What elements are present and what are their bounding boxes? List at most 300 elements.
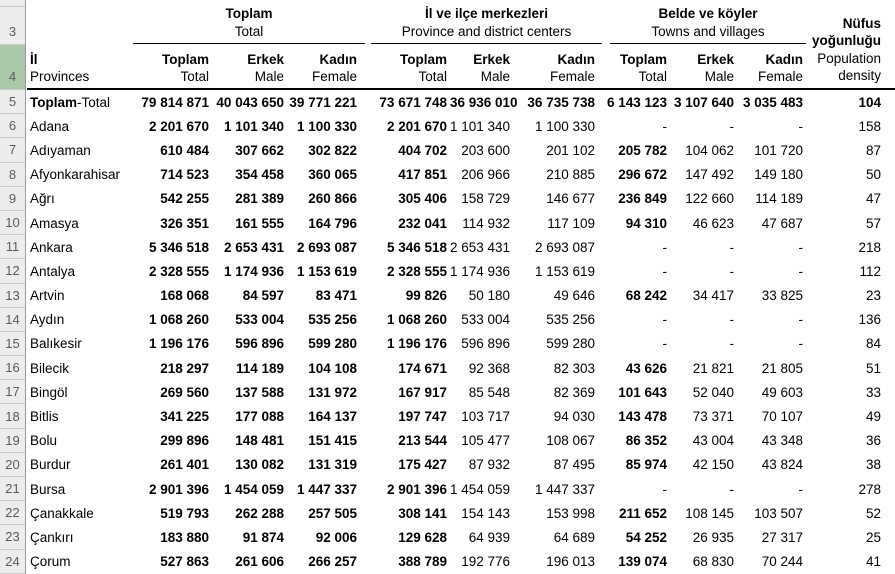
cell-value[interactable]: 104 062	[685, 142, 734, 158]
cell-value[interactable]: 1 100 330	[296, 118, 357, 134]
cell-value[interactable]: 206 966	[461, 167, 510, 183]
cell-value[interactable]: 94 030	[553, 409, 595, 425]
cell-value[interactable]: -	[798, 336, 803, 352]
cell-value[interactable]: 404 702	[398, 142, 447, 158]
cell-province[interactable]: Ankara	[30, 239, 73, 255]
cell-value[interactable]: 68 830	[692, 554, 734, 570]
cell-value[interactable]: 87	[865, 142, 881, 158]
cell-value[interactable]: 131 972	[308, 384, 357, 400]
cell-value[interactable]: 47	[865, 191, 881, 207]
cell-value[interactable]: 6 143 123	[606, 94, 667, 110]
cell-province[interactable]: Burdur	[30, 457, 71, 473]
cell-value[interactable]: 117 109	[547, 215, 595, 231]
cell-value[interactable]: 205 782	[618, 142, 667, 158]
cell-value[interactable]: 52	[865, 505, 881, 521]
cell-value[interactable]: 70 244	[761, 554, 803, 570]
cell-value[interactable]: 183 880	[160, 529, 209, 545]
row-number-15[interactable]: 15	[0, 332, 25, 356]
table-row	[27, 211, 895, 235]
cell-value[interactable]: 1 196 176	[386, 336, 447, 352]
cell-value[interactable]: 131 319	[308, 457, 357, 473]
cell-value[interactable]: 535 256	[546, 312, 595, 328]
group-header-toplam-en: Total	[234, 24, 264, 39]
cell-value[interactable]: 161 555	[235, 215, 284, 231]
table-row	[27, 356, 895, 380]
cell-value[interactable]: 1 153 619	[296, 263, 357, 279]
cell-value[interactable]: 108 067	[546, 433, 595, 449]
cell-value[interactable]: 23	[865, 288, 881, 304]
column-header-tr: Erkek	[697, 52, 734, 67]
cell-value[interactable]: 112	[859, 263, 881, 279]
row-number-20[interactable]: 20	[0, 453, 25, 477]
cell-value[interactable]: 70 107	[761, 409, 803, 425]
cell-value[interactable]: 49 646	[553, 288, 595, 304]
cell-value[interactable]: 46 623	[692, 215, 734, 231]
cell-value[interactable]: 43 348	[761, 433, 803, 449]
row-number-24[interactable]: 24	[0, 550, 25, 574]
cell-value[interactable]: 82 369	[553, 384, 595, 400]
cell-value[interactable]: 213 544	[398, 433, 447, 449]
cell-value[interactable]: 143 478	[618, 409, 667, 425]
cell-value[interactable]: 236 849	[618, 191, 667, 207]
cell-value[interactable]: 36 735 738	[527, 94, 595, 110]
row-number-23[interactable]: 23	[0, 525, 25, 549]
cell-value[interactable]: 103 507	[754, 505, 803, 521]
cell-province[interactable]: Aydın	[30, 312, 65, 328]
row-number-21[interactable]: 21	[0, 477, 25, 501]
cell-value[interactable]: 201 102	[546, 142, 595, 158]
cell-value[interactable]: 192 776	[461, 554, 510, 570]
cell-value[interactable]: 92 368	[468, 360, 510, 376]
cell-value[interactable]: 218 297	[160, 360, 209, 376]
cell-value[interactable]: -	[729, 239, 734, 255]
cell-value[interactable]: 1 068 260	[148, 312, 209, 328]
cell-province[interactable]: Çorum	[30, 554, 71, 570]
table-row	[27, 308, 895, 332]
table-row	[27, 550, 895, 574]
cell-value[interactable]: 5 346 518	[148, 239, 209, 255]
cell-value[interactable]: 1 101 340	[450, 118, 511, 134]
column-header-total[interactable]	[598, 51, 670, 88]
cell-value[interactable]: 38	[865, 457, 881, 473]
column-header-en: Female	[311, 69, 357, 84]
cell-value[interactable]: -	[662, 336, 667, 352]
cell-value[interactable]: 2 693 087	[296, 239, 357, 255]
table-row	[27, 501, 895, 525]
cell-value[interactable]: 36	[865, 433, 881, 449]
cell-value[interactable]: 1 454 059	[223, 481, 284, 497]
table-row	[27, 429, 895, 453]
table-body	[27, 90, 895, 574]
table-row	[27, 90, 895, 114]
province-text: Toplam	[30, 94, 77, 110]
cell-value[interactable]: 101 720	[754, 142, 803, 158]
group-header-centers-tr: İl ve ilçe merkezleri	[424, 6, 549, 21]
cell-value[interactable]: 84 597	[242, 288, 284, 304]
cell-value[interactable]: 137 588	[235, 384, 284, 400]
cell-value[interactable]: 174 671	[398, 360, 447, 376]
table-row	[27, 525, 895, 549]
column-header-male[interactable]	[670, 51, 737, 88]
column-header-row	[27, 44, 895, 90]
cell-value[interactable]: -	[662, 239, 667, 255]
cell-value[interactable]: -	[729, 263, 734, 279]
cell-value[interactable]: 64 939	[468, 529, 510, 545]
cell-province[interactable]: Adana	[30, 118, 70, 134]
cell-value[interactable]: 54 252	[625, 529, 667, 545]
group-header-il-ve-ilce-merkezleri[interactable]	[371, 5, 602, 44]
cell-province[interactable]: Bitlis	[30, 409, 59, 425]
column-header-female[interactable]	[287, 51, 360, 88]
row-number-9[interactable]: 9	[0, 187, 25, 211]
cell-value[interactable]: 34 417	[692, 288, 734, 304]
cell-value[interactable]: 104 108	[308, 360, 357, 376]
province-header-tr: İl	[30, 52, 38, 67]
group-header-toplam-tr: Toplam	[225, 6, 273, 21]
cell-value[interactable]: 542 255	[160, 191, 209, 207]
cell-value[interactable]: 296 672	[618, 167, 667, 183]
cell-value[interactable]: 87 932	[468, 457, 510, 473]
cell-value[interactable]: -	[798, 118, 803, 134]
cell-value[interactable]: 1 447 337	[534, 481, 595, 497]
group-header-toplam[interactable]	[133, 5, 365, 44]
cell-province[interactable]: Afyonkarahisar	[30, 167, 121, 183]
column-header-male[interactable]	[212, 51, 287, 88]
cell-value[interactable]: 27 317	[761, 529, 803, 545]
cell-value[interactable]: 1 447 337	[296, 481, 357, 497]
table-row	[27, 235, 895, 259]
cell-value[interactable]: 73 671 748	[379, 94, 447, 110]
cell-value[interactable]: 2 653 431	[450, 239, 511, 255]
column-header-en: Female	[757, 69, 803, 84]
cell-value[interactable]: 103 717	[461, 409, 510, 425]
cell-value[interactable]: 257 505	[308, 505, 357, 521]
cell-value[interactable]: 99 826	[405, 288, 447, 304]
row-number-5[interactable]: 5	[0, 90, 25, 114]
column-header-total[interactable]	[360, 51, 450, 88]
cell-value[interactable]: 49 603	[761, 384, 803, 400]
cell-value[interactable]: 154 143	[461, 505, 510, 521]
column-header-female[interactable]	[737, 51, 806, 88]
group-header-centers-en: Province and district centers	[401, 24, 572, 39]
cell-value[interactable]: 50	[865, 167, 881, 183]
column-header-female[interactable]	[513, 51, 598, 88]
cell-province[interactable]: Çankırı	[30, 529, 74, 545]
column-header-tr: Toplam	[162, 52, 209, 67]
cell-value[interactable]: 1 454 059	[450, 481, 511, 497]
cell-value[interactable]: 108 145	[685, 505, 734, 521]
row-number-4[interactable]: 4	[0, 45, 25, 90]
cell-value[interactable]: 104	[858, 94, 881, 110]
cell-value[interactable]: -	[662, 118, 667, 134]
cell-province[interactable]: Bilecik	[30, 360, 70, 376]
cell-value[interactable]: 388 789	[398, 554, 447, 570]
cell-value[interactable]: 2 201 670	[386, 118, 447, 134]
cell-value[interactable]: 5 346 518	[386, 239, 447, 255]
cell-value[interactable]: 42 150	[692, 457, 734, 473]
cell-value[interactable]: 83 471	[315, 288, 357, 304]
row-number-22[interactable]: 22	[0, 501, 25, 525]
cell-value[interactable]: 86 352	[625, 433, 667, 449]
row-number-spacer	[0, 0, 25, 7]
cell-province[interactable]: Çanakkale	[30, 505, 94, 521]
cell-value[interactable]: 136	[858, 312, 881, 328]
cell-value[interactable]: 147 492	[685, 167, 734, 183]
cell-value[interactable]: 33 825	[761, 288, 803, 304]
cell-value[interactable]: 714 523	[160, 167, 209, 183]
cell-value[interactable]: 266 257	[308, 554, 357, 570]
cell-value[interactable]: 168 068	[160, 288, 209, 304]
cell-value[interactable]: -	[798, 481, 803, 497]
cell-value[interactable]: 94 310	[625, 215, 667, 231]
column-header-en: Male	[254, 69, 284, 84]
cell-value[interactable]: 302 822	[308, 142, 357, 158]
cell-value[interactable]: 326 351	[160, 215, 209, 231]
cell-value[interactable]: 308 141	[398, 505, 447, 521]
cell-value[interactable]: 533 004	[235, 312, 284, 328]
cell-value[interactable]: 2 328 555	[386, 263, 447, 279]
cell-value[interactable]: 533 004	[461, 312, 510, 328]
cell-value[interactable]: 158 729	[461, 191, 510, 207]
cell-province[interactable]: Amasya	[30, 215, 79, 231]
cell-value[interactable]: 52 040	[692, 384, 734, 400]
cell-province[interactable]	[27, 95, 133, 110]
cell-value[interactable]: 21 805	[761, 360, 803, 376]
cell-value[interactable]: 197 747	[398, 409, 447, 425]
cell-value[interactable]: 33	[865, 384, 881, 400]
cell-value[interactable]: -	[729, 481, 734, 497]
cell-value[interactable]: 47 687	[761, 215, 803, 231]
column-header-tr: Toplam	[400, 52, 447, 67]
cell-province[interactable]: Artvin	[30, 288, 65, 304]
cell-value[interactable]: 92 006	[315, 529, 357, 545]
cell-value[interactable]: 39 771 221	[289, 94, 357, 110]
cell-value[interactable]: 175 427	[398, 457, 447, 473]
cell-value[interactable]: 2 693 087	[534, 239, 595, 255]
cell-value[interactable]: 114 932	[462, 215, 510, 231]
cell-value[interactable]: 218	[858, 239, 881, 255]
cell-value[interactable]: 307 662	[235, 142, 284, 158]
cell-value[interactable]: 305 406	[398, 191, 447, 207]
table-row	[27, 380, 895, 404]
column-header-tr: Kadın	[319, 52, 357, 67]
row-number-19[interactable]: 19	[0, 429, 25, 453]
cell-value[interactable]: 105 477	[461, 433, 510, 449]
table-row	[27, 138, 895, 162]
cell-value[interactable]: 149 180	[754, 167, 803, 183]
cell-province[interactable]: Balıkesir	[30, 336, 82, 352]
cell-value[interactable]: 43 004	[692, 433, 734, 449]
density-header-tr-line1: Nüfus	[842, 16, 881, 31]
cell-value[interactable]: 36 936 010	[450, 94, 518, 110]
row-number-11[interactable]: 11	[0, 235, 25, 259]
cell-value[interactable]: 2 653 431	[223, 239, 284, 255]
cell-value[interactable]: 1 174 936	[450, 263, 511, 279]
row-number-6[interactable]: 6	[0, 114, 25, 138]
cell-value[interactable]: -	[662, 263, 667, 279]
cell-value[interactable]: 87 495	[553, 457, 595, 473]
cell-value[interactable]: 49	[865, 409, 881, 425]
row-number-10[interactable]: 10	[0, 211, 25, 235]
cell-value[interactable]: 164 137	[308, 409, 357, 425]
cell-value[interactable]: 519 793	[160, 505, 209, 521]
row-number-7[interactable]: 7	[0, 138, 25, 162]
cell-value[interactable]: 57	[865, 215, 881, 231]
table-row	[27, 453, 895, 477]
cell-value[interactable]: 299 896	[160, 433, 209, 449]
row-number-3[interactable]: 3	[0, 7, 25, 45]
cell-value[interactable]: 2 901 396	[386, 481, 447, 497]
cell-value[interactable]: -	[729, 118, 734, 134]
cell-value[interactable]: 43 824	[761, 457, 803, 473]
cell-value[interactable]: 40 043 650	[216, 94, 284, 110]
column-header-tr: Kadın	[557, 52, 595, 67]
cell-value[interactable]: 1 100 330	[534, 118, 595, 134]
cell-value[interactable]: 203 600	[461, 142, 510, 158]
cell-value[interactable]: 354 458	[235, 167, 284, 183]
cell-value[interactable]: 3 035 483	[742, 94, 803, 110]
column-header-provinces[interactable]	[27, 51, 133, 88]
province-header-en: Provinces	[30, 69, 90, 84]
cell-value[interactable]: -	[798, 263, 803, 279]
cell-value[interactable]: -	[662, 312, 667, 328]
cell-province[interactable]: Antalya	[30, 263, 76, 279]
cell-value[interactable]: 417 851	[398, 167, 447, 183]
cell-value[interactable]: -	[798, 312, 803, 328]
cell-value[interactable]: 360 065	[308, 167, 357, 183]
column-header-en: Total	[418, 69, 447, 84]
cell-value[interactable]: 260 866	[308, 191, 357, 207]
cell-value[interactable]: 129 628	[398, 529, 447, 545]
cell-value[interactable]: 599 280	[546, 336, 595, 352]
cell-value[interactable]: -	[798, 239, 803, 255]
cell-value[interactable]: 148 481	[235, 433, 284, 449]
cell-value[interactable]: 527 863	[160, 554, 209, 570]
cell-value[interactable]: 196 013	[546, 554, 595, 570]
cell-value[interactable]: 85 548	[468, 384, 510, 400]
group-header-villages-tr: Belde ve köyler	[658, 6, 758, 21]
cell-value[interactable]: 64 689	[553, 529, 595, 545]
cell-value[interactable]: 596 896	[461, 336, 510, 352]
cell-value[interactable]: 2 901 396	[148, 481, 209, 497]
cell-value[interactable]: 146 677	[546, 191, 595, 207]
row-number-13[interactable]: 13	[0, 284, 25, 308]
table-row	[27, 477, 895, 501]
cell-value[interactable]: 139 074	[618, 554, 667, 570]
cell-value[interactable]: 41	[865, 554, 881, 570]
cell-value[interactable]: 158	[858, 118, 881, 134]
cell-value[interactable]: 21 821	[692, 360, 734, 376]
cell-value[interactable]: 114 189	[755, 191, 803, 207]
density-header-en-line2: density	[838, 68, 881, 84]
density-header-tr-line2: yoğunluğu	[812, 33, 881, 49]
column-header-male[interactable]	[450, 51, 513, 88]
cell-value[interactable]: 51	[865, 360, 881, 376]
column-header-tr: Kadın	[765, 52, 803, 67]
table-row	[27, 259, 895, 283]
cell-value[interactable]: 2 328 555	[148, 263, 209, 279]
cell-value[interactable]: 1 068 260	[386, 312, 447, 328]
cell-value[interactable]: 151 415	[308, 433, 357, 449]
table-row	[27, 404, 895, 428]
column-header-tr: Toplam	[620, 52, 667, 67]
cell-value[interactable]: 122 660	[685, 191, 734, 207]
cell-value[interactable]: 610 484	[160, 142, 209, 158]
cell-value[interactable]: -	[662, 481, 667, 497]
cell-province[interactable]: Bingöl	[30, 384, 68, 400]
cell-province[interactable]: Ağrı	[30, 191, 55, 207]
cell-value[interactable]: 599 280	[308, 336, 357, 352]
cell-province[interactable]: Bolu	[30, 433, 58, 449]
cell-value[interactable]: 262 288	[235, 505, 284, 521]
cell-value[interactable]: 2 201 670	[148, 118, 209, 134]
row-number-16[interactable]: 16	[0, 356, 25, 380]
column-header-en: Male	[704, 69, 734, 84]
cell-value[interactable]: 84	[865, 336, 881, 352]
cell-value[interactable]: 101 643	[618, 384, 667, 400]
cell-value[interactable]: 210 885	[546, 167, 595, 183]
table-row	[27, 187, 895, 211]
cell-value[interactable]: 269 560	[160, 384, 209, 400]
cell-value[interactable]: 167 917	[398, 384, 447, 400]
cell-value[interactable]: 25	[865, 529, 881, 545]
cell-value[interactable]: 232 041	[398, 215, 447, 231]
cell-value[interactable]: -	[729, 312, 734, 328]
cell-value[interactable]: 261 606	[235, 554, 284, 570]
cell-value[interactable]: 130 082	[235, 457, 284, 473]
cell-province[interactable]: Bursa	[30, 481, 66, 497]
cell-value[interactable]: 91 874	[242, 529, 284, 545]
cell-value[interactable]: 85 974	[625, 457, 667, 473]
cell-value[interactable]: 82 303	[553, 360, 595, 376]
cell-value[interactable]: 79 814 871	[141, 94, 209, 110]
column-header-total[interactable]	[133, 51, 212, 88]
column-header-en: Total	[180, 69, 209, 84]
cell-value[interactable]: 278	[858, 481, 881, 497]
cell-value[interactable]: 50 180	[468, 288, 510, 304]
cell-value[interactable]: 164 796	[308, 215, 357, 231]
cell-value[interactable]: 1 174 936	[223, 263, 284, 279]
row-number-12[interactable]: 12	[0, 259, 25, 283]
cell-value[interactable]: 114 189	[235, 360, 284, 376]
cell-value[interactable]: 1 196 176	[148, 336, 209, 352]
cell-value[interactable]: 1 101 340	[223, 118, 284, 134]
cell-value[interactable]: 596 896	[235, 336, 284, 352]
row-number-17[interactable]: 17	[0, 380, 25, 404]
cell-value[interactable]: 341 225	[160, 409, 209, 425]
cell-value[interactable]: 281 389	[235, 191, 284, 207]
cell-value[interactable]: 68 242	[625, 288, 667, 304]
province-text: -Total	[77, 94, 111, 110]
cell-value[interactable]: 73 371	[692, 409, 734, 425]
cell-value[interactable]: 153 998	[546, 505, 595, 521]
cell-value[interactable]: -	[729, 336, 734, 352]
row-number-18[interactable]: 18	[0, 404, 25, 428]
row-number-8[interactable]: 8	[0, 163, 25, 187]
cell-province[interactable]: Adıyaman	[30, 142, 91, 158]
row-number-14[interactable]: 14	[0, 308, 25, 332]
cell-value[interactable]: 26 935	[692, 529, 734, 545]
cell-value[interactable]: 261 401	[160, 457, 209, 473]
cell-value[interactable]: 211 652	[618, 505, 667, 521]
cell-value[interactable]: 3 107 640	[673, 94, 734, 110]
column-header-en: Male	[480, 69, 510, 84]
group-header-belde-ve-koyler[interactable]	[610, 5, 806, 44]
cell-value[interactable]: 1 153 619	[534, 263, 595, 279]
cell-value[interactable]: 535 256	[308, 312, 357, 328]
cell-value[interactable]: 43 626	[625, 360, 667, 376]
cell-value[interactable]: 177 088	[235, 409, 284, 425]
